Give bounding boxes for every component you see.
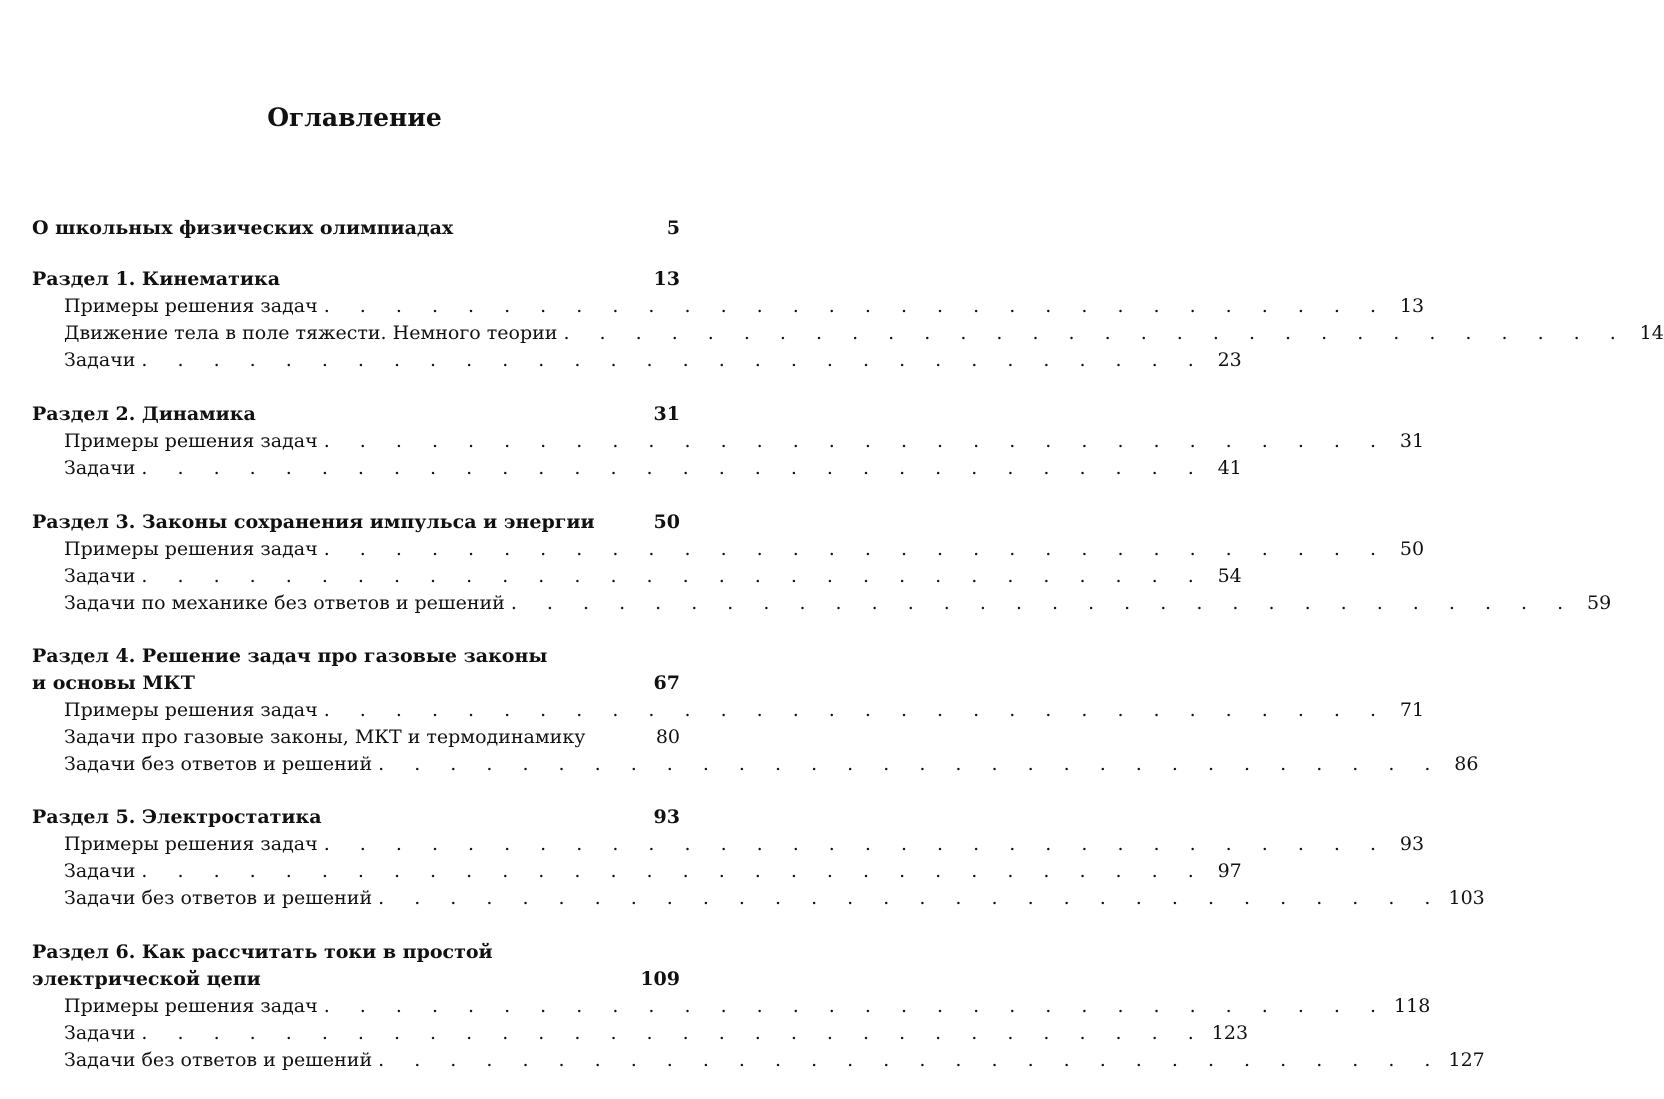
toc-item-label: Примеры решения задач bbox=[64, 538, 318, 560]
leader-dots: . . . . . . . . . . . . . . . . . . . . . . . . . . . . . . bbox=[141, 1022, 1206, 1044]
toc-page-number: 97 bbox=[1217, 860, 1242, 882]
toc-item[interactable] bbox=[64, 993, 1431, 1020]
toc-section-3[interactable] bbox=[32, 509, 680, 536]
toc-section-5[interactable] bbox=[32, 804, 680, 831]
toc-item[interactable] bbox=[64, 885, 1485, 912]
leader-dots: . . . . . . . . . . . . . . . . . . . . . . . . . . . . . . bbox=[141, 349, 1206, 371]
leader-dots: . . . . . . . . . . . . . . . . . . . . . . . . . . . . . . bbox=[563, 322, 1628, 344]
toc-item-label: Задачи без ответов и решений bbox=[64, 887, 373, 909]
leader-dots: . . . . . . . . . . . . . . . . . . . . . . . . . . . . . . bbox=[378, 887, 1443, 909]
toc-page-number: 71 bbox=[1399, 699, 1425, 721]
toc-page-number: 13 bbox=[1399, 295, 1425, 317]
leader-dots: . . . . . . . . . . . . . . . . . . . . . . . . . . . . . . bbox=[141, 860, 1206, 882]
toc-section-1[interactable] bbox=[32, 266, 680, 293]
toc-section-heading: Раздел 1. Кинематика bbox=[32, 268, 281, 290]
toc-item-label: Примеры решения задач bbox=[64, 995, 318, 1017]
toc-item-label: Задачи bbox=[64, 1022, 136, 1044]
toc-item-label: Задачи bbox=[64, 860, 136, 882]
toc-page-number: 50 bbox=[653, 511, 680, 533]
toc-section-heading: Раздел 4. Решение задач про газовые законы bbox=[32, 645, 548, 667]
toc-item-label: Задачи без ответов и решений bbox=[64, 1049, 373, 1071]
toc-item-label: Задачи bbox=[64, 457, 136, 479]
toc-page-number: 80 bbox=[655, 726, 680, 748]
toc-page-number: 23 bbox=[1217, 349, 1242, 371]
leader-dots: . . . . . . . . . . . . . . . . . . . . . . . . . . . . . . bbox=[510, 592, 1576, 614]
toc-page-number: 50 bbox=[1399, 538, 1425, 560]
toc-page-number: 123 bbox=[1211, 1022, 1249, 1044]
leader-dots: . . . . . . . . . . . . . . . . . . . . . . . . . . . . . . bbox=[323, 295, 1389, 317]
toc-item[interactable] bbox=[64, 1020, 1249, 1047]
toc-section-heading-cont: и основы МКТ bbox=[32, 672, 195, 694]
leader-dots: . . . . . . . . . . . . . . . . . . . . . . . . . . . . . . bbox=[323, 430, 1389, 452]
toc-item[interactable] bbox=[64, 455, 1242, 482]
toc-item-label: Примеры решения задач bbox=[64, 833, 318, 855]
toc-item[interactable] bbox=[64, 536, 1425, 563]
toc-page-number: 93 bbox=[1399, 833, 1425, 855]
toc-item-label: Задачи bbox=[64, 349, 136, 371]
toc-page-number: 31 bbox=[653, 403, 680, 425]
toc-item-label: Задачи про газовые законы, МКТ и термодинамику bbox=[64, 726, 586, 748]
toc-section-heading-cont: электрической цепи bbox=[32, 968, 261, 990]
toc-page-number: 54 bbox=[1217, 565, 1242, 587]
toc-page-number: 103 bbox=[1448, 887, 1485, 909]
toc-item[interactable] bbox=[64, 293, 1425, 320]
toc-item[interactable] bbox=[64, 1047, 1485, 1074]
toc-item-label: Задачи по механике без ответов и решений bbox=[64, 592, 505, 614]
toc-item[interactable] bbox=[64, 590, 1612, 617]
toc-section-6[interactable] bbox=[32, 939, 680, 966]
toc-page-number: 31 bbox=[1399, 430, 1425, 452]
toc-page-number: 14 bbox=[1639, 322, 1664, 344]
toc-page-number: 118 bbox=[1394, 995, 1431, 1017]
toc-item[interactable] bbox=[64, 320, 1664, 347]
leader-dots: . . . . . . . . . . . . . . . . . . . . . . . . . . . . . . bbox=[323, 995, 1389, 1017]
leader-dots: . . . . . . . . . . . . . . . . . . . . . . . . . . . . . . bbox=[323, 833, 1389, 855]
toc-item[interactable] bbox=[64, 751, 1479, 778]
toc-item[interactable] bbox=[64, 724, 680, 751]
toc-page-number: 13 bbox=[653, 268, 680, 290]
leader-dots: . . . . . . . . . . . . . . . . . . . . . . . . . . . . . . bbox=[141, 457, 1206, 479]
toc-item[interactable] bbox=[64, 831, 1425, 858]
toc-section-heading: Раздел 5. Электростатика bbox=[32, 806, 322, 828]
toc-page-number: 67 bbox=[653, 672, 680, 694]
toc-page-number: 59 bbox=[1586, 592, 1612, 614]
toc-section-6-cont[interactable] bbox=[32, 966, 680, 993]
page-title: Оглавление bbox=[267, 103, 442, 132]
toc-item-label: Движение тела в поле тяжести. Немного теории bbox=[64, 322, 558, 344]
toc-entry-intro[interactable] bbox=[32, 215, 680, 242]
toc-section-heading: Раздел 6. Как рассчитать токи в простой bbox=[32, 941, 493, 963]
toc-section-2[interactable] bbox=[32, 401, 680, 428]
toc-page-number: 109 bbox=[640, 968, 680, 990]
toc-item-label: Задачи bbox=[64, 565, 136, 587]
toc-entry-label: О школьных физических олимпиадах bbox=[32, 217, 454, 239]
toc-item[interactable] bbox=[64, 697, 1425, 724]
toc-page-number: 127 bbox=[1448, 1049, 1485, 1071]
toc-item[interactable] bbox=[64, 428, 1425, 455]
leader-dots: . . . . . . . . . . . . . . . . . . . . . . . . . . . . . . bbox=[323, 699, 1389, 721]
toc-section-4-cont[interactable] bbox=[32, 670, 680, 697]
toc-section-heading: Раздел 3. Законы сохранения импульса и энергии bbox=[32, 511, 595, 533]
toc-page-number: 41 bbox=[1217, 457, 1242, 479]
leader-dots: . . . . . . . . . . . . . . . . . . . . . . . . . . . . . . bbox=[378, 753, 1443, 775]
toc-item-label: Примеры решения задач bbox=[64, 295, 318, 317]
toc-item-label: Задачи без ответов и решений bbox=[64, 753, 373, 775]
leader-dots: . . . . . . . . . . . . . . . . . . . . . . . . . . . . . . bbox=[323, 538, 1389, 560]
toc-section-4[interactable] bbox=[32, 643, 680, 670]
leader-dots: . . . . . . . . . . . . . . . . . . . . . . . . . . . . . . bbox=[141, 565, 1206, 587]
toc-item[interactable] bbox=[64, 563, 1242, 590]
toc-section-heading: Раздел 2. Динамика bbox=[32, 403, 256, 425]
toc-item-label: Примеры решения задач bbox=[64, 699, 318, 721]
toc-page-number: 93 bbox=[653, 806, 680, 828]
toc-page-number: 86 bbox=[1454, 753, 1479, 775]
toc-item[interactable] bbox=[64, 858, 1242, 885]
toc-item-label: Примеры решения задач bbox=[64, 430, 318, 452]
toc-item[interactable] bbox=[64, 347, 1242, 374]
leader-dots: . . . . . . . . . . . . . . . . . . . . . . . . . . . . . . bbox=[378, 1049, 1443, 1071]
toc-page-number: 5 bbox=[666, 217, 680, 239]
